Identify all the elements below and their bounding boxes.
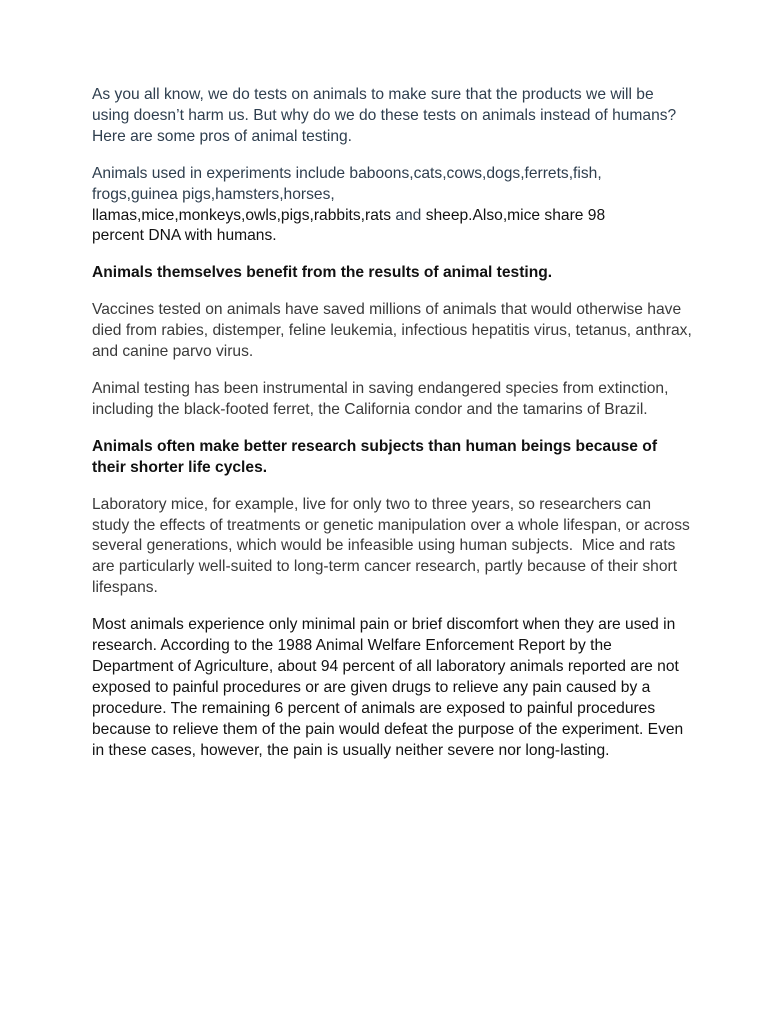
intro-paragraph: As you all know, we do tests on animals to make sure that the products we will be using doesn’t harm us. But why do we do these tests on animals instead of humans? Here are some pros of animal testing.: [92, 86, 677, 145]
animals-list-line-3-part-b: rabbits,rats: [313, 206, 391, 224]
heading-shorter-life-cycles: Animals often make better research subjects than human beings because of their shorter life cycles.: [92, 437, 658, 476]
document-page: [92, 85, 695, 777]
animals-list-line-3-part-d: sheep.Also,mice share 98: [425, 206, 606, 224]
endangered-species-paragraph: Animal testing has been instrumental in saving endangered species from extinction, including the black-footed ferret, the California condor and the tamarins of Brazil.: [92, 379, 669, 418]
animals-list-line-3-part-a: llamas,mice,monkeys,owls,pigs,: [92, 206, 314, 224]
heading-animals-benefit: Animals themselves benefit from the results of animal testing.: [92, 264, 553, 282]
animals-list-line-3: [92, 206, 692, 227]
animals-list-paragraph: [92, 164, 692, 248]
animals-list-line-3-part-c: and: [391, 206, 426, 224]
animals-list-line-4: percent DNA with humans.: [92, 227, 277, 245]
vaccines-paragraph: Vaccines tested on animals have saved millions of animals that would otherwise have died from rabies, distemper, feline leukemia, infectious hepatitis virus, tetanus, anthrax, and canine parvo virus.: [92, 301, 692, 361]
animals-list-line-1: Animals used in experiments include baboons,cats,cows,dogs,ferrets,fish,: [92, 164, 602, 182]
animals-list-line-2: frogs,guinea pigs,hamsters,horses,: [92, 185, 335, 203]
minimal-pain-paragraph: Most animals experience only minimal pain or brief discomfort when they are used in research. According to the 1988 Animal Welfare Enforcement Report by the Department of Agriculture, about 94 percent of all laboratory animals reported are not exposed to painful procedures or are given drugs to relieve any pain caused by a procedure. The remaining 6 percent of animals are exposed to painful procedures because to relieve them of the pain would defeat the purpose of the experiment. Even in these cases, however, the pain is usually neither severe nor long-lasting.: [92, 616, 684, 759]
laboratory-mice-paragraph: Laboratory mice, for example, live for only two to three years, so researchers can study the effects of treatments or genetic manipulation over a whole lifespan, or across several generations, which would be infeasible using human subjects. Mice and rats are particularly well-suited to long-term cancer research, partly because of their short lifespans.: [92, 495, 695, 597]
